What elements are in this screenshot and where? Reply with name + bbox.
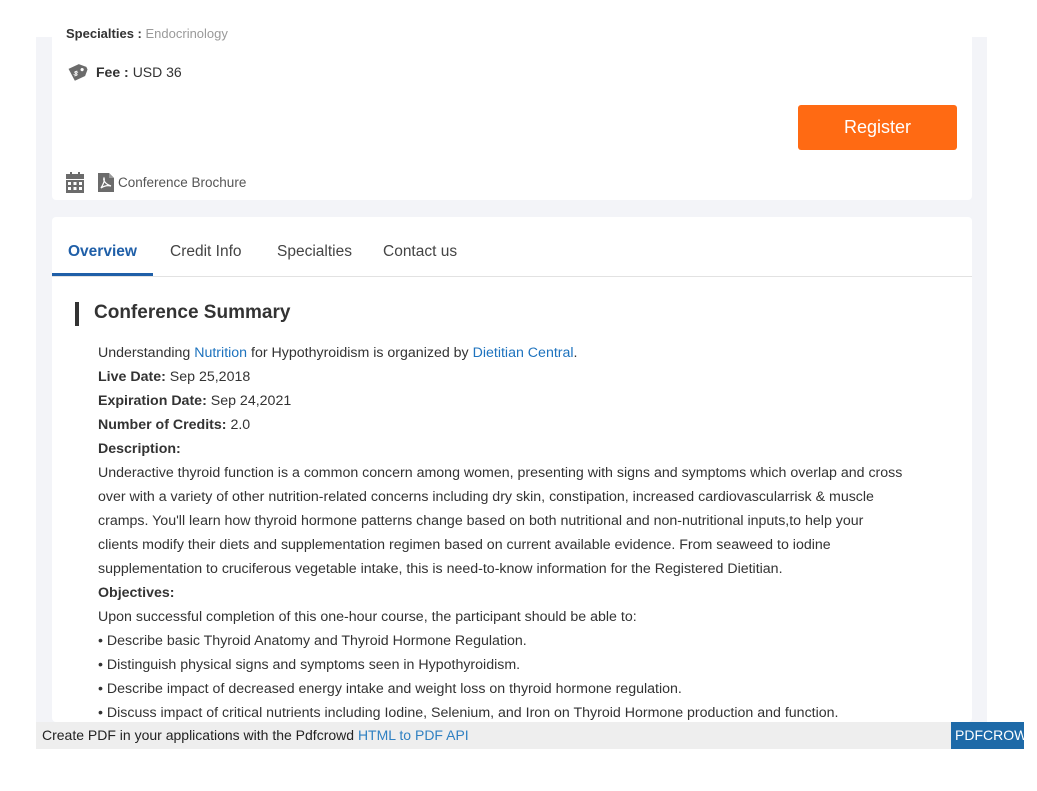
objective-item: • Discuss impact of critical nutrients including Iodine, Selenium, and Iron on Thyroid Hormone production and function. — [98, 705, 839, 721]
brochure-row — [66, 170, 246, 194]
description-heading — [98, 437, 966, 461]
section-title: Conference Summary — [94, 302, 291, 323]
description-line: cramps. You'll learn how thyroid hormone patterns change based on both nutritional and non-nutritional inputs,to help your — [98, 513, 864, 529]
pdfcrowd-footer — [36, 722, 1037, 749]
objective-item: • Describe basic Thyroid Anatomy and Thyroid Hormone Regulation. — [98, 633, 527, 649]
live-date-label: Live Date: — [98, 369, 166, 385]
tab-overview[interactable]: Overview — [68, 243, 137, 260]
objective-item: • Describe impact of decreased energy intake and weight loss on thyroid hormone regulation. — [98, 681, 682, 697]
tab-credit-info[interactable]: Credit Info — [170, 243, 242, 260]
footer-text — [42, 727, 469, 743]
intro-text: . — [573, 345, 578, 361]
description-line: over with a variety of other nutrition-related concerns including dry skin, constipation, increased cardiovascularrisk & muscle — [98, 489, 874, 505]
objectives-label: Objectives: — [98, 585, 175, 601]
live-date-row — [98, 365, 966, 389]
svg-text:$: $ — [72, 69, 80, 79]
dietitian-central-link[interactable]: Dietitian Central — [472, 345, 574, 361]
objectives-intro: Upon successful completion of this one-hour course, the participant should be able to: — [98, 609, 637, 625]
specialties-line — [66, 26, 228, 41]
conference-info-card — [52, 20, 972, 200]
description-line: clients modify their diets and supplementation regimen based on current available evidence. From seaweed to iodine — [98, 537, 831, 553]
fee-value: USD 36 — [132, 64, 182, 80]
intro-text: for Hypothyroidism is organized by — [247, 345, 473, 361]
section-title-accent — [75, 302, 79, 326]
expiration-date-value: Sep 24,2021 — [210, 393, 292, 409]
register-button[interactable]: Register — [798, 105, 957, 150]
live-date-value: Sep 25,2018 — [169, 369, 251, 385]
price-tag-icon — [66, 61, 88, 83]
calendar-icon[interactable] — [66, 171, 84, 193]
conference-brochure-link[interactable]: Conference Brochure — [118, 174, 247, 190]
credits-value: 2.0 — [230, 417, 251, 433]
credits-label: Number of Credits: — [98, 417, 227, 433]
description-line: Underactive thyroid function is a common concern among women, presenting with signs and symptoms which overlap and cross — [98, 465, 903, 481]
expiration-date-label: Expiration Date: — [98, 393, 207, 409]
objective-item: • Distinguish physical signs and symptoms seen in Hypothyroidism. — [98, 657, 521, 673]
expiration-date-row — [98, 389, 966, 413]
tab-bar — [52, 217, 972, 277]
summary-intro — [98, 341, 966, 365]
footer-caption: Create PDF in your applications with the Pdfcrowd — [42, 727, 358, 743]
tab-specialties[interactable]: Specialties — [277, 243, 352, 260]
specialties-label: Specialties : — [66, 26, 142, 41]
credits-row — [98, 413, 966, 437]
active-tab-indicator — [52, 273, 153, 276]
objectives-heading — [98, 581, 966, 605]
intro-text: Understanding — [98, 345, 195, 361]
pdfcrowd-brand[interactable]: PDFCROWD — [951, 722, 1024, 749]
fee-label: Fee : — [96, 64, 129, 80]
pdf-file-icon[interactable] — [98, 173, 114, 192]
conference-details-card — [52, 217, 972, 722]
conference-summary — [98, 341, 966, 725]
fee-line — [66, 60, 182, 84]
description-label: Description: — [98, 441, 181, 457]
nutrition-link[interactable]: Nutrition — [194, 345, 248, 361]
html-to-pdf-api-link[interactable]: HTML to PDF API — [357, 727, 469, 743]
specialties-value: Endocrinology — [145, 26, 228, 41]
description-line: supplementation to cruciferous vegetable intake, this is need-to-know information for the Registered Dietitian. — [98, 561, 783, 577]
tab-contact-us[interactable]: Contact us — [383, 243, 458, 260]
